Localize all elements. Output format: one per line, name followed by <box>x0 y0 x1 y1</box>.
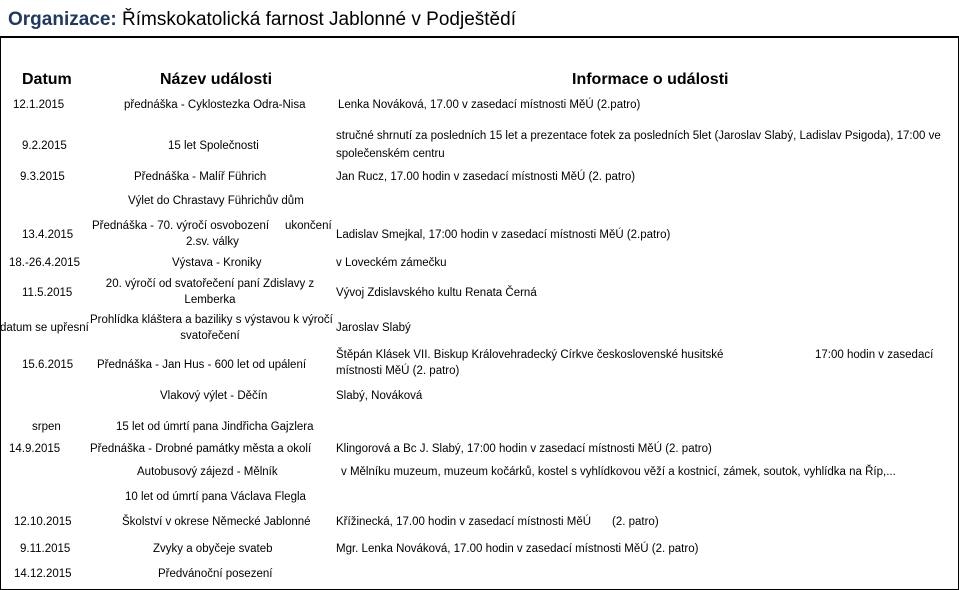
event-info-overflow: 17:00 hodin v zasedací <box>815 349 934 361</box>
event-name: Přednáška - Jan Hus - 600 let od upálení <box>97 359 307 371</box>
event-name-continued: 2.sv. války <box>186 236 239 248</box>
column-header-date: Datum <box>22 71 72 88</box>
event-date: 18.-26.4.2015 <box>9 257 80 269</box>
event-date: 12.1.2015 <box>13 99 65 111</box>
organization-name: Římskokatolická farnost Jablonné v Podještědí <box>122 9 516 30</box>
column-header-name: Název události <box>160 71 273 88</box>
event-date: 14.12.2015 <box>14 568 72 580</box>
event-info: Štěpán Klásek VII. Biskup Královehradecký Církve československé husitské <box>336 349 724 361</box>
event-name: přednáška - Cyklostezka Odra-Nisa <box>124 99 306 111</box>
event-name: Vlakový výlet - Děčín <box>160 390 268 402</box>
organization-title <box>8 9 516 31</box>
event-info: Slabý, Nováková <box>336 390 423 402</box>
event-info: v Mělníku muzeum, muzeum kočárků, kostel s vyhlídkovou věží a kostnicí, zámek, soutok, vyhlídka na Říp,... <box>341 466 896 478</box>
event-name: Přednáška - 70. výročí osvobození <box>92 220 270 232</box>
event-info: Jan Rucz, 17.00 hodin v zasedací místnosti MěÚ (2. patro) <box>336 171 636 183</box>
event-info: Křížinecká, 17.00 hodin v zasedací místnosti MěÚ <box>336 516 592 528</box>
event-date: 12.10.2015 <box>14 516 72 528</box>
event-date: 9.3.2015 <box>20 171 65 183</box>
event-date: datum se upřesní <box>0 322 89 334</box>
event-name: 15 let od úmrtí pana Jindřicha Gajzlera <box>116 421 314 433</box>
event-name: 10 let od úmrtí pana Václava Flegla <box>125 491 306 503</box>
event-info: Klingorová a Bc J. Slabý, 17:00 hodin v zasedací místnosti MěÚ (2. patro) <box>336 443 712 455</box>
event-date: 15.6.2015 <box>22 359 74 371</box>
event-name: Autobusový zájezd - Mělník <box>137 466 278 478</box>
organization-label: Organizace: <box>8 9 117 30</box>
event-name: Prohlídka kláštera a baziliky s výstavou k výročí <box>90 314 333 326</box>
event-date: srpen <box>32 421 61 433</box>
event-date: 14.9.2015 <box>9 443 61 455</box>
event-date: 11.5.2015 <box>22 287 73 299</box>
event-name-continued: Lemberka <box>184 294 236 306</box>
event-name-continued: svatořečení <box>180 330 240 342</box>
event-info: Ladislav Smejkal, 17:00 hodin v zasedací místnosti MěÚ (2.patro) <box>336 229 671 241</box>
event-name-part: ukončení <box>285 220 332 232</box>
event-date: 13.4.2015 <box>22 229 74 241</box>
event-name: 20. výročí od svatořečení paní Zdislavy z <box>105 278 315 290</box>
event-name: 15 let Společnosti <box>168 140 259 152</box>
event-date: 9.2.2015 <box>22 140 67 152</box>
event-name: Výstava - Kroniky <box>172 257 262 269</box>
event-name: Zvyky a obyčeje svateb <box>153 543 273 555</box>
event-info-continued: místnosti MěÚ (2. patro) <box>336 365 460 377</box>
event-info-continued: společenském centru <box>336 148 445 160</box>
event-info: Mgr. Lenka Nováková, 17.00 hodin v zasedací místnosti MěÚ (2. patro) <box>336 543 699 555</box>
event-date: 9.11.2015 <box>20 543 71 555</box>
event-name: Školství v okrese Německé Jablonné <box>122 516 311 528</box>
event-info: Jaroslav Slabý <box>336 322 411 334</box>
event-info-part: (2. patro) <box>612 516 659 528</box>
column-header-info: Informace o události <box>572 71 729 88</box>
event-info: Lenka Nováková, 17.00 v zasedací místnosti MěÚ (2.patro) <box>338 99 641 111</box>
event-name: Přednáška - Drobné památky města a okolí <box>90 443 312 455</box>
event-name: Přednáška - Malíř Führich <box>134 171 267 183</box>
table-border-left <box>0 38 1 590</box>
event-name: Předvánoční posezení <box>158 568 273 580</box>
event-info: v Loveckém zámečku <box>336 257 447 269</box>
event-info: stručné shrnutí za posledních 15 let a prezentace fotek za posledních 5let (Jaroslav Slabý, Ladislav Psigoda), 17:00 ve <box>336 130 941 142</box>
organization-title-bar <box>0 0 959 38</box>
event-info: Vývoj Zdislavského kultu Renata Černá <box>336 287 537 299</box>
event-name: Výlet do Chrastavy Führichův dům <box>128 195 304 207</box>
